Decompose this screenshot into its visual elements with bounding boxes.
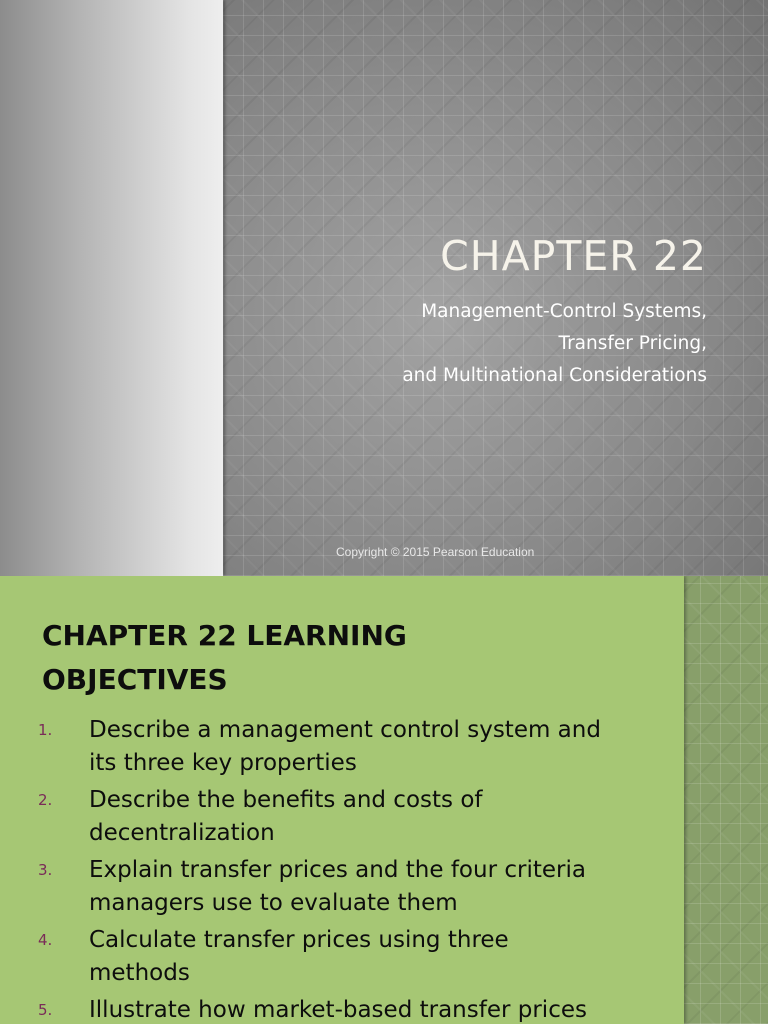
slide-title — [42, 614, 642, 702]
objective-number: 1. — [38, 721, 53, 739]
chapter-title: CHAPTER 22 — [440, 232, 707, 280]
left-gradient-panel — [0, 0, 223, 576]
objective-text — [89, 784, 648, 850]
slide-title-line: OBJECTIVES — [42, 663, 228, 696]
objective-line: managers use to evaluate them — [89, 890, 458, 916]
learning-objectives-slide — [0, 576, 768, 1024]
objective-line: Explain transfer prices and the four criteria — [89, 857, 586, 883]
objective-item — [38, 924, 648, 990]
objective-line: Describe the benefits and costs of — [89, 787, 483, 813]
objective-number: 3. — [38, 861, 53, 879]
objective-line: Illustrate how market-based transfer prices — [89, 997, 587, 1023]
objective-item — [38, 784, 648, 850]
objective-line: Calculate transfer prices using three — [89, 927, 509, 953]
slide-title-line: CHAPTER 22 LEARNING — [42, 619, 407, 652]
objective-line: Describe a management control system and — [89, 717, 601, 743]
content-panel — [0, 576, 684, 1024]
copyright-notice: Copyright © 2015 Pearson Education — [336, 545, 535, 559]
subtitle-line: Management-Control Systems, — [421, 301, 707, 322]
objective-item — [38, 714, 648, 780]
chapter-subtitle — [402, 296, 707, 392]
objective-text — [89, 994, 648, 1024]
subtitle-line: Transfer Pricing, — [558, 333, 707, 354]
objective-line: methods — [89, 960, 190, 986]
objective-number: 4. — [38, 931, 53, 949]
objective-item — [38, 854, 648, 920]
objective-number: 5. — [38, 1001, 53, 1019]
objective-number: 2. — [38, 791, 53, 809]
objective-line: decentralization — [89, 820, 275, 846]
patterned-background — [223, 0, 768, 576]
objective-text — [89, 854, 648, 920]
objective-item — [38, 994, 648, 1024]
subtitle-line: and Multinational Considerations — [402, 365, 707, 386]
objective-text — [89, 924, 648, 990]
objectives-list — [38, 714, 648, 1024]
objective-text — [89, 714, 648, 780]
objective-line: its three key properties — [89, 750, 357, 776]
